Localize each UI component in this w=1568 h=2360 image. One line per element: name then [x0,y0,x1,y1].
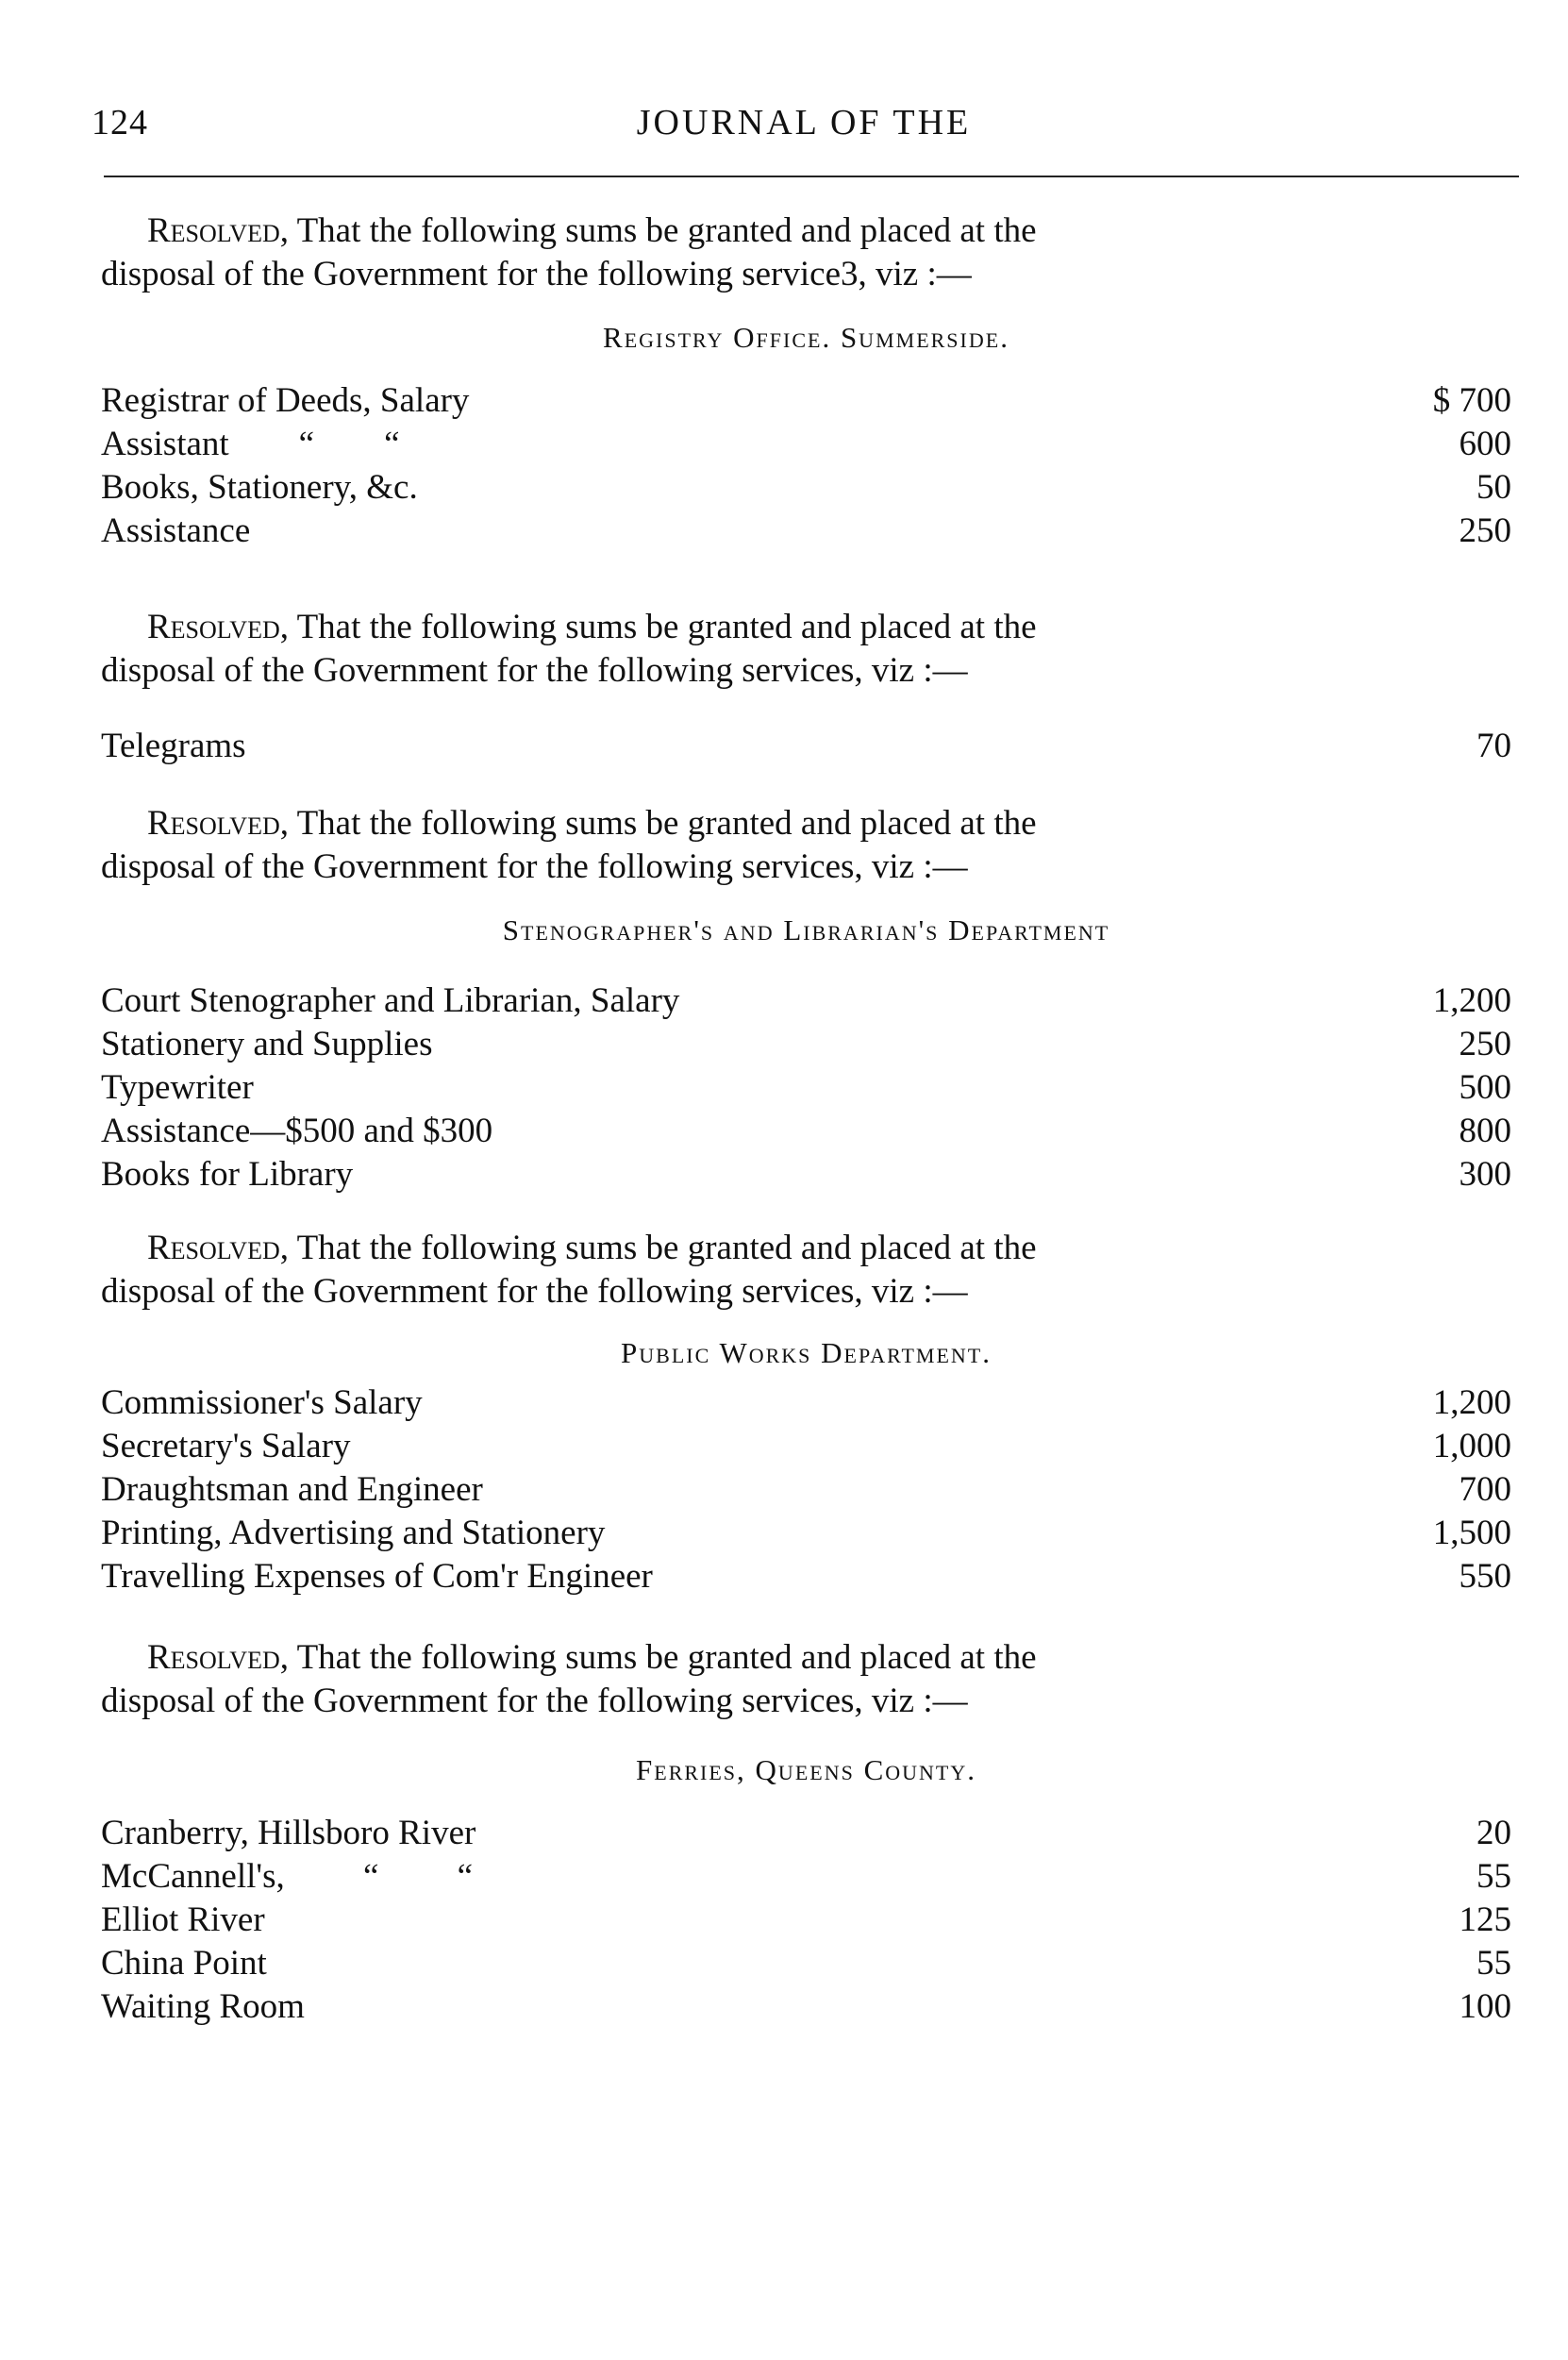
item-list [101,725,1511,768]
resolution-line-1: That the following sums be granted and placed at the [288,608,1037,646]
header-rule [104,176,1519,177]
resolved-word: Resolved, [147,1229,289,1267]
item-list [101,979,1511,1197]
item-amount: 250 [1459,1025,1511,1063]
item-label: Commissioner's Salary [101,1383,423,1422]
list-item [101,1812,1511,1855]
running-title: JOURNAL OF THE [636,103,972,142]
item-label: Elliot River [101,1900,265,1939]
item-label: Secretary's Salary [101,1427,351,1465]
resolved-word: Resolved, [147,1638,289,1677]
item-label: Books, Stationery, &c. [101,468,418,507]
item-amount: 500 [1459,1068,1511,1107]
list-item [101,1066,1511,1110]
resolved-word: Resolved, [147,608,289,646]
resolution-line-2: disposal of the Government for the following services, viz :— [101,651,968,690]
section-title: Ferries, Queens County. [636,1753,976,1786]
item-amount: 70 [1476,727,1511,765]
item-amount: 700 [1459,1470,1511,1509]
list-item [101,1899,1511,1942]
list-item [101,1425,1511,1468]
list-item [101,466,1511,510]
resolution-line-2: disposal of the Government for the following service3, viz :— [101,255,972,293]
list-item [101,1512,1511,1555]
list-item [101,510,1511,553]
appropriation-section [101,209,1511,553]
list-item [101,979,1511,1023]
resolution-line-1: That the following sums be granted and placed at the [288,1638,1037,1677]
item-amount: 1,500 [1432,1514,1511,1552]
page-header [92,102,1516,159]
resolved-word: Resolved, [147,804,289,843]
item-label: McCannell's, “ “ [101,1857,474,1896]
list-item [101,1985,1511,2029]
item-list [101,1812,1511,2029]
resolution-line-1: That the following sums be granted and placed at the [288,1229,1037,1267]
item-label: Assistance—$500 and $300 [101,1112,493,1150]
resolution-text [101,1227,1511,1314]
item-list [101,1381,1511,1598]
item-label: Travelling Expenses of Com'r Engineer [101,1557,653,1596]
section-title: Stenographer's and Librarian's Department [502,913,1110,946]
item-label: Registrar of Deeds, Salary [101,381,470,420]
appropriation-section [101,1636,1511,2029]
list-item [101,1381,1511,1425]
item-amount: 100 [1459,1987,1511,2026]
item-label: Court Stenographer and Librarian, Salary [101,981,680,1020]
item-amount: 125 [1459,1900,1511,1939]
resolution-text [101,1636,1511,1723]
list-item [101,1153,1511,1197]
list-item [101,1110,1511,1153]
item-amount: 250 [1459,511,1511,550]
item-label: Books for Library [101,1155,354,1194]
item-amount: 1,000 [1432,1427,1511,1465]
page-body [101,209,1511,2029]
appropriation-section [101,606,1511,768]
item-list [101,379,1511,553]
item-label: Stationery and Supplies [101,1025,433,1063]
resolution-line-2: disposal of the Government for the following services, viz :— [101,1682,968,1720]
item-amount: 800 [1459,1112,1511,1150]
page-number: 124 [92,103,148,142]
section-title: Public Works Department. [621,1336,992,1369]
resolution-line-1: That the following sums be granted and placed at the [288,804,1037,843]
item-amount: 300 [1459,1155,1511,1194]
item-amount: 55 [1476,1857,1511,1896]
list-item [101,1942,1511,1985]
item-amount: 55 [1476,1944,1511,1983]
resolution-text [101,606,1511,693]
appropriation-section [101,1227,1511,1598]
list-item [101,1468,1511,1512]
list-item [101,1855,1511,1899]
item-label: Printing, Advertising and Stationery [101,1514,606,1552]
item-amount: 600 [1459,425,1511,463]
resolution-text [101,802,1511,889]
item-amount: 1,200 [1432,981,1511,1020]
item-label: Waiting Room [101,1987,305,2026]
resolution-line-2: disposal of the Government for the following services, viz :— [101,847,968,886]
item-amount: 20 [1476,1814,1511,1852]
item-label: Draughtsman and Engineer [101,1470,483,1509]
list-item [101,1555,1511,1598]
list-item [101,725,1511,768]
item-label: Telegrams [101,727,246,765]
item-label: Cranberry, Hillsboro River [101,1814,476,1852]
resolution-line-2: disposal of the Government for the following services, viz :— [101,1272,968,1311]
item-label: Assistant “ “ [101,425,400,463]
item-amount: $ 700 [1432,381,1511,420]
item-label: Assistance [101,511,251,550]
item-label: China Point [101,1944,267,1983]
appropriation-section [101,802,1511,1197]
resolved-word: Resolved, [147,211,289,250]
item-amount: 1,200 [1432,1383,1511,1422]
list-item [101,423,1511,466]
item-label: Typewriter [101,1068,254,1107]
list-item [101,379,1511,423]
resolution-text [101,209,1511,296]
list-item [101,1023,1511,1066]
resolution-line-1: That the following sums be granted and placed at the [288,211,1037,250]
section-title: Registry Office. Summerside. [603,321,1009,354]
item-amount: 550 [1459,1557,1511,1596]
item-amount: 50 [1476,468,1511,507]
